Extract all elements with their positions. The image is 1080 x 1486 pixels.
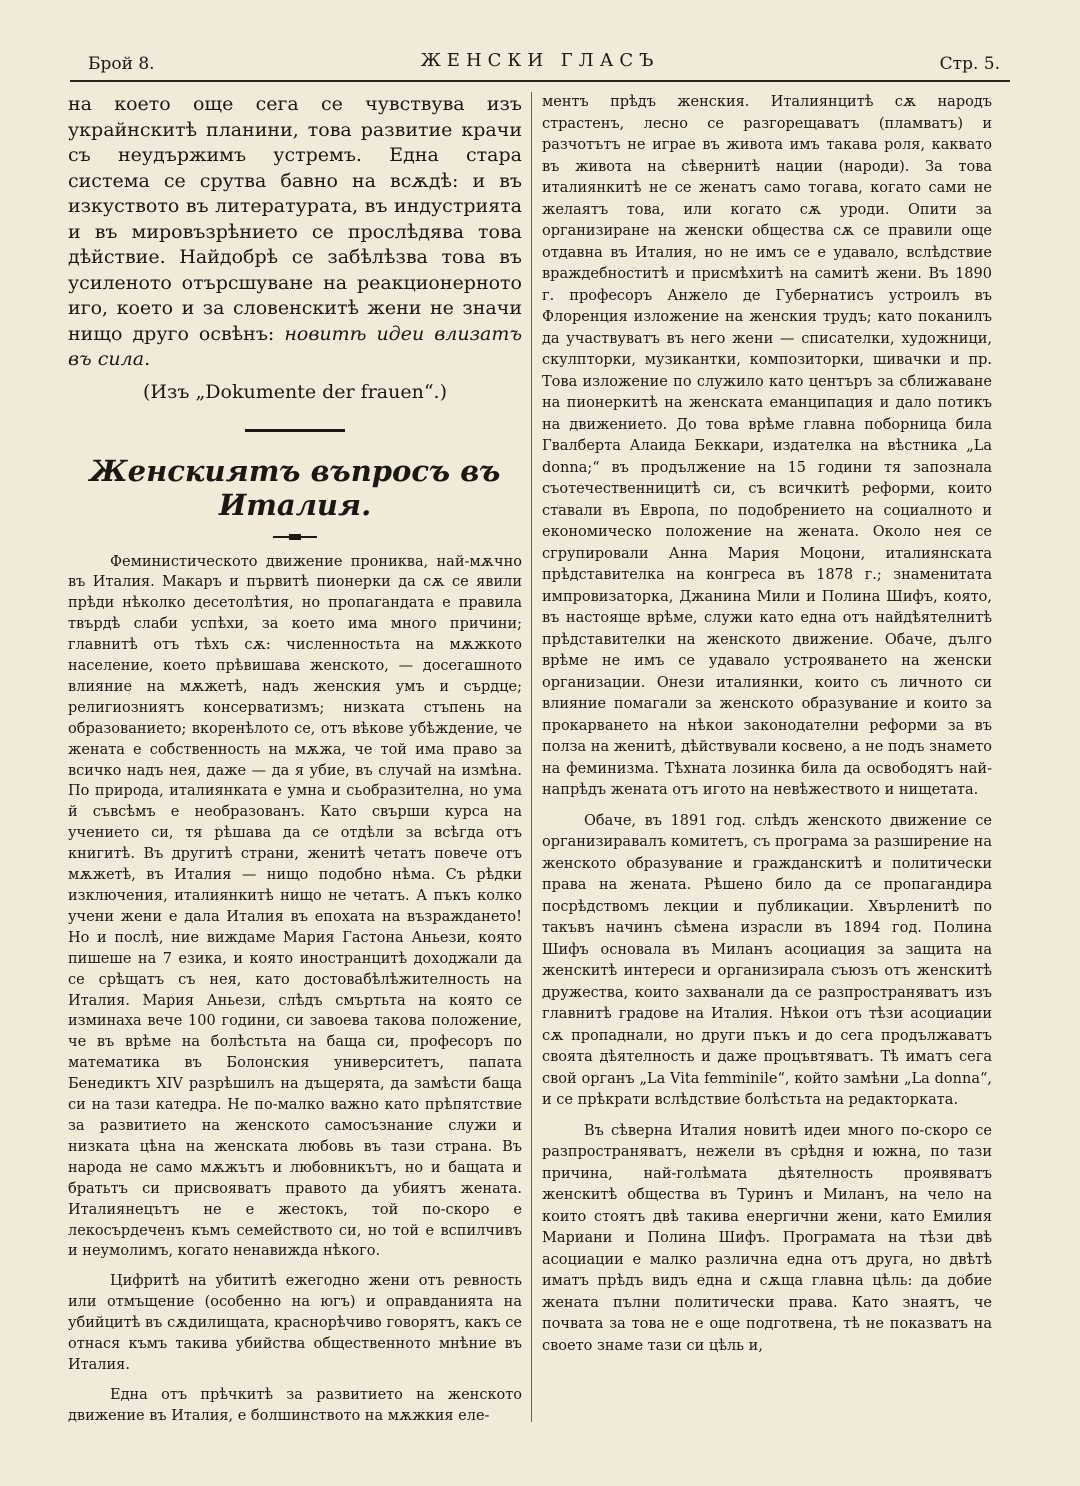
issue-number: Брой 8. (88, 54, 155, 74)
article-paragraph: ментъ прѣдъ женския. Италиянцитѣ сѫ народъ страстенъ, лесно се разгорещаватъ (пламватъ) и разчотътъ не играе въ живота имъ такава роля, каквато въ живота на сѣвернитѣ нации (народи). За това италиянкитѣ не се женатъ само тогава, когато сами не желаятъ това, или когато сѫ уроди. Опити за организиране на женски общества сѫ се правили още отдавна въ Италия, но не имъ се е удавало, вслѣдствие враждебноститѣ и присмѣхитѣ на самитѣ жени. Въ 1890 г. професоръ Анжело де Губернатисъ устроилъ въ Флоренция изложение на женския трудъ; като поканилъ да участвуватъ въ него жени — списателки, художници, скулпторки, музикантки, композиторки, шивачки и пр. Това изложение по служило като центъръ за сближаване на пионеркитѣ на женската еманципация и дало потикъ на движението. До това врѣме главна поборница била Гвалберта Алаида Беккари, издателка на вѣстника „La donna;“ въ продължение на 15 години тя запознала съотечественницитѣ си, съ всичкитѣ реформи, които ставали въ Европа, по подобрението на социалното и економическо положение на жената. Около нея се сгрупировали Анна Мария Моцони, италиянската прѣдставителка на конгреса въ 1878 г.; знаменитата импровизаторка, Джанина Мили и Полина Шифъ, която, въ настояще врѣме, служи като една отъ найдѣятелнитѣ прѣдставителки на женското движение. Обаче, дълго врѣме не имъ се удавало устрояването на женски организации. Онези италиянки, които съ личното си влияние помагали за женското образувание и които за прокарването на нѣкои законодателни реформи за въ полза на женитѣ, дѣйствували косвено, а не подъ знамето на феминизма. Тѣхната лозинка била да освободятъ най-напрѣдъ жената отъ игото на невѣжеството и нищетата. (542, 94, 992, 798)
lead-text: на което още сега се чувствува изъ украйнскитѣ планини, това развитие крачи съ неудържимъ устремъ. Една стара система се срутва бавно на всѫдѣ: и въ изкуството въ литературата, въ индустрията и въ мировъзрѣнието се прослѣдява това дѣйствие. Найдобрѣ се забѣлѣзва това въ усиленото отърсшуване на реакционерното иго, което и за словенскитѣ жени не значи нищо друго освѣнъ: (68, 93, 522, 345)
article-paragraph: Една отъ прѣчкитѣ за развитието на женското движение въ Италия, е болшинството на мѫжкия еле- (68, 1386, 522, 1424)
source-citation: (Изъ „Dokumente der frauen“.) (142, 380, 447, 403)
title-ornament (273, 536, 317, 538)
article-paragraph: Цифритѣ на убититѣ ежегодно жени отъ ревность или отмъщение (особенно на югъ) и оправданията на убийцитѣ въ сѫдилищата, краснорѣчиво говорятъ, какъ се отнася къмъ такива убийства общественното мнѣние въ Италия. (68, 1273, 522, 1373)
right-column (542, 92, 992, 1462)
section-divider (245, 429, 345, 432)
journal-title: ЖЕНСКИ ГЛАСЪ (420, 50, 660, 71)
page-header (70, 46, 1010, 82)
lead-emphasis: новитѣ идеи влизатъ въ сила. (68, 322, 522, 370)
article-title: Женскиятъ въпросъ въ Италия. (89, 453, 501, 522)
article-paragraph: Обаче, въ 1891 год. слѣдъ женското движение се организиравалъ комитетъ, съ програма за разширение на женското образувание и гражданскитѣ и политически права на жената. Рѣшено било да се пропагандира посрѣдствомъ лекции и публикации. Хвърленитѣ по такъвъ начинъ сѣмена израсли въ 1894 год. Полина Шифъ основала въ Миланъ асоциация за защита на женскитѣ интереси и организирала съюзъ отъ женскитѣ дружества, които захванали да се разпространяватъ изъ главнитѣ градове на Италия. Нѣкои отъ тѣзи асоциации сѫ пропаднали, но други пъкъ и до сега продължаватъ своята дѣятелность и даже процъвтяватъ. Тѣ иматъ сега свой органъ „La Vita femminile“, който замѣни „La donna“, и се прѣкрати вслѣдствие болѣстьта на редакторката. (542, 812, 992, 1108)
left-column (68, 92, 522, 1462)
page-number: Стр. 5. (939, 54, 1000, 74)
column-divider (531, 92, 532, 1422)
article-paragraph: Феминистическото движение прониква, най-мѫчно въ Италия. Макаръ и първитѣ пионерки да сѫ се явили прѣди нѣколко десетолѣтия, но пропагандата е правила твърдѣ слаби успѣхи, за което има много причини; главнитѣ отъ тѣхъ сѫ: численностьта на мѫжкото население, което прѣвишава женското, — досегашното влияние на мѫжетѣ, надъ женския умъ и сърдце; религиозниятъ консерватизмъ; низката стъпень на образованието; вкоренѣлото се, отъ вѣкове убѣждение, че жената е собственность на мѫжа, че той има право за всичко надъ нея, даже — да я убие, въ случай на измѣна. По природа, италиянката е умна и сьобразителна, но ума й съвсѣмъ е необразованъ. Като свърши курса на учението си, тя рѣшава да се отдѣли за всѣгда отъ книгитѣ. Въ другитѣ страни, женитѣ четатъ повече отъ мѫжетѣ, въ Италия — нищо подобно нѣма. Съ рѣдки изключения, италиянкитѣ нищо не четатъ. А пъкъ колко учени жени е дала Италия въ епохата на възраждането! Но и послѣ, ние виждаме Мария Гастона Аньези, която пишеше на 7 езика, и която иностранцитѣ доходжали да се срѣщатъ съ нея, като достовабѣлѣжителность на Италия. Мария Аньези, слѣдъ смъртьта на която се изминаха вече 100 години, си завоева такова положение, че въ врѣме на болѣстьта на баща си, професоръ по математика въ Болонския университетъ, папата Бенедиктъ XIV разрѣшилъ на дъщерята, да замѣсти баща си на тази катедра. Не по-малко важно като прѣпятствие за развитието на женското самосъзнание служи и низката цѣна на женската любовь въ тази страна. Въ народа не само мѫжътъ и любовникътъ, но и бащата и братьтъ си присвояватъ правото да убиятъ жената. Италиянецътъ не е жестокъ, той по-скоро е лекосърдеченъ къмъ семейството си, но той е вспилчивъ и неумолимъ, когато ненавижда нѣкого. (68, 553, 522, 1260)
article-paragraph: Въ сѣверна Италия новитѣ идеи много по-скоро се разпространяватъ, нежели въ срѣдня и южна, по тази причина, най-голѣмата дѣятелность проявяватъ женскитѣ общества въ Туринъ и Миланъ, на чело на които стоятъ двѣ такива енергични жени, като Емилия Мариани и Полина Шифъ. Програмата на тѣзи двѣ асоциации е малко различна една отъ друга, но двѣтѣ иматъ прѣдъ видъ една и сѫща главна цѣль: да добие жената пълни политически права. Като знаятъ, че почвата за това не е още подготвена, тѣ не показватъ на своето знаме тази си цѣль и, (542, 1122, 992, 1354)
lead-paragraph (68, 92, 522, 373)
